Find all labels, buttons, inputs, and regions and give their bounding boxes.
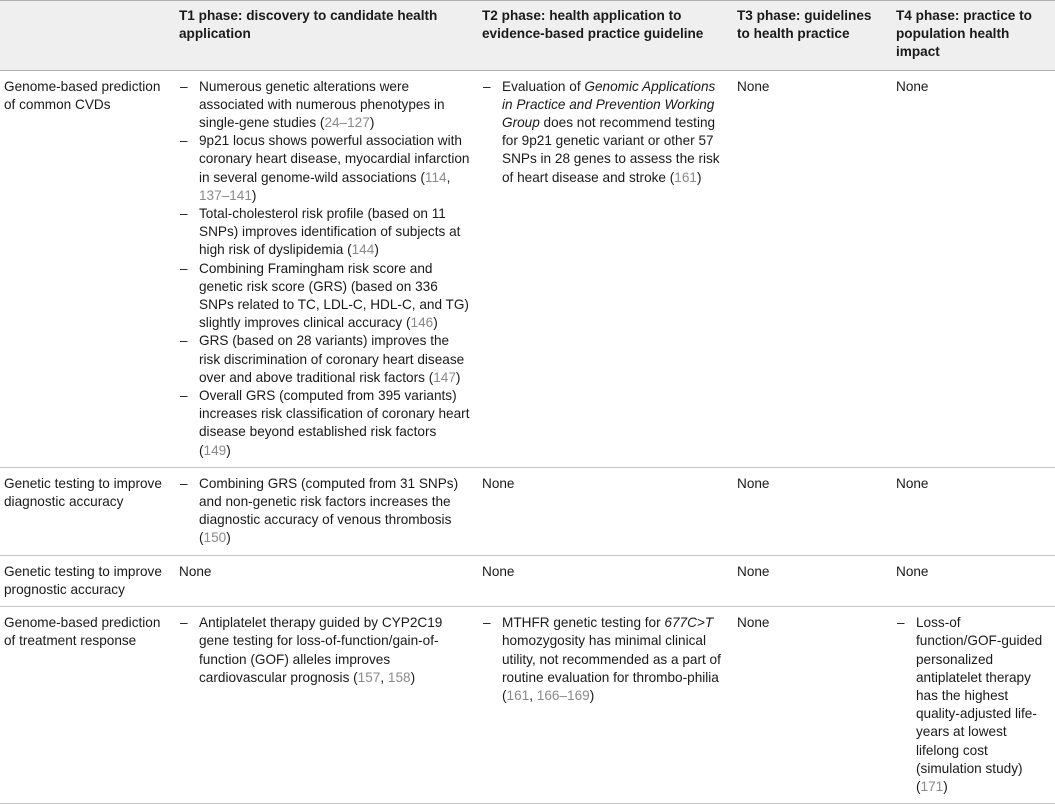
list-item bbox=[179, 260, 470, 333]
item-text: ) bbox=[943, 778, 948, 794]
item-text: Combining Framingham risk score and genetic risk score (GRS) (based on 336 SNPs related to TC, LDL-C, HDL-C, and TG) slightly improves clinical accuracy ( bbox=[199, 260, 469, 331]
header-cell-empty bbox=[0, 1, 175, 71]
item-text: , bbox=[380, 669, 388, 685]
italic-text: 677C>T bbox=[664, 615, 714, 631]
item-text: Combining GRS (computed from 31 SNPs) and non-genetic risk factors increases the diagnostic accuracy of venous thrombosis ( bbox=[199, 475, 459, 546]
item-text: , bbox=[446, 169, 451, 185]
cell-t1 bbox=[175, 467, 478, 555]
item-text: 9p21 locus shows powerful association with coronary heart disease, myocardial infarction in several genome-wild associations ( bbox=[199, 133, 470, 185]
table-row bbox=[0, 555, 1055, 606]
header-t4: T4 phase: practice to population health impact bbox=[896, 8, 1032, 60]
item-text: MTHFR genetic testing for bbox=[502, 615, 665, 631]
list-item bbox=[482, 78, 725, 187]
dash-marker: – bbox=[180, 615, 188, 631]
cell-t2: None bbox=[482, 475, 515, 491]
citation-link[interactable]: 171 bbox=[920, 778, 944, 794]
citation-link[interactable]: 157 bbox=[357, 669, 381, 685]
list-item bbox=[179, 78, 470, 133]
citation-link[interactable]: 137–141 bbox=[199, 187, 252, 203]
item-text: , bbox=[529, 687, 537, 703]
item-text: does not recommend testing for 9p21 genetic variant or other 57 SNPs in 28 genes to assess the risk of heart disease and stroke ( bbox=[502, 115, 720, 185]
dash-marker: – bbox=[180, 475, 188, 491]
header-t3: T3 phase: guidelines to health practice bbox=[737, 8, 872, 42]
cell-t3: None bbox=[737, 563, 770, 579]
header-t1: T1 phase: discovery to candidate health application bbox=[179, 8, 438, 42]
citation-link[interactable]: 24–127 bbox=[324, 115, 370, 131]
cell-t2 bbox=[478, 70, 733, 467]
cell-t4: None bbox=[896, 475, 929, 491]
dash-marker: – bbox=[483, 615, 491, 631]
item-text: Evaluation of bbox=[502, 78, 585, 94]
citation-link[interactable]: 150 bbox=[203, 530, 227, 546]
italic-text: Genomic Applications in Practice and Prevention Working Group bbox=[502, 78, 716, 131]
row-label: Genetic testing to improve diagnostic accuracy bbox=[4, 475, 162, 510]
cell-t2 bbox=[478, 607, 733, 804]
table-row bbox=[0, 70, 1055, 467]
item-text: ) bbox=[589, 687, 595, 703]
item-text: ) bbox=[226, 530, 231, 546]
item-text: homozygosity has minimal clinical utility, not recommended as a part of routine evaluation for thrombo-philia ( bbox=[502, 633, 721, 703]
citation-link[interactable]: 166–169 bbox=[536, 687, 590, 703]
bullet-list bbox=[482, 78, 725, 187]
citation-link[interactable]: 147 bbox=[433, 369, 456, 385]
list-item bbox=[482, 614, 725, 705]
item-text: ) bbox=[226, 442, 231, 458]
bullet-list bbox=[896, 614, 1047, 796]
item-text: GRS (based on 28 variants) improves the risk discrimination of coronary heart disease over and above traditional risk factors ( bbox=[199, 333, 465, 385]
bullet-list bbox=[179, 475, 470, 548]
bullet-list bbox=[482, 614, 725, 705]
table-row bbox=[0, 607, 1055, 804]
dash-marker: – bbox=[483, 78, 491, 94]
cell-t1 bbox=[175, 70, 478, 467]
item-text: ) bbox=[696, 169, 702, 185]
bullet-list bbox=[179, 78, 470, 460]
cell-t1 bbox=[175, 607, 478, 804]
cell-t3: None bbox=[737, 475, 770, 491]
cell-t4: None bbox=[896, 78, 929, 94]
row-label: Genome-based prediction of treatment response bbox=[4, 615, 161, 649]
item-text: Antiplatelet therapy guided by CYP2C19 gene testing for loss-of-function/gain-of-function (GOF) alleles improves cardiovascular prognosis ( bbox=[199, 615, 443, 685]
cell-t3: None bbox=[737, 615, 770, 631]
cell-t4 bbox=[892, 607, 1055, 804]
dash-marker: – bbox=[180, 260, 188, 276]
cell-t2: None bbox=[482, 563, 515, 579]
citation-link[interactable]: 161 bbox=[506, 687, 530, 703]
item-text: ) bbox=[410, 669, 416, 685]
list-item bbox=[179, 332, 470, 387]
dash-marker: – bbox=[180, 388, 188, 404]
dash-marker: – bbox=[180, 206, 188, 222]
cell-t3: None bbox=[737, 78, 770, 94]
item-text: ) bbox=[374, 242, 379, 258]
row-label: Genetic testing to improve prognostic accuracy bbox=[4, 563, 162, 597]
bullet-list bbox=[179, 614, 470, 687]
header-row bbox=[0, 1, 1055, 71]
item-text: Numerous genetic alterations were associated with numerous phenotypes in single-gene studies ( bbox=[199, 78, 445, 131]
list-item bbox=[896, 614, 1047, 796]
cell-t4: None bbox=[896, 563, 929, 579]
list-item bbox=[179, 387, 470, 460]
item-text: Loss-of function/GOF-guided personalized antiplatelet therapy has the highest quality-adjusted life-years at lowest lifelong cost (simulation study) ( bbox=[916, 615, 1043, 794]
citation-link[interactable]: 161 bbox=[674, 169, 697, 185]
dash-marker: – bbox=[180, 133, 188, 149]
item-text: ) bbox=[251, 187, 257, 203]
item-text: ) bbox=[433, 315, 438, 331]
list-item bbox=[179, 205, 470, 260]
citation-link[interactable]: 158 bbox=[387, 669, 411, 685]
citation-link[interactable]: 114 bbox=[424, 169, 447, 185]
item-text: Total-cholesterol risk profile (based on 11 SNPs) improves identification of subjects at high risk of dyslipidemia ( bbox=[199, 206, 461, 258]
row-label: Genome-based prediction of common CVDs bbox=[4, 78, 161, 112]
dash-marker: – bbox=[180, 78, 188, 94]
citation-link[interactable]: 144 bbox=[351, 242, 375, 258]
citation-link[interactable]: 149 bbox=[203, 442, 227, 458]
list-item bbox=[179, 132, 470, 205]
item-text: ) bbox=[455, 369, 461, 385]
item-text: Overall GRS (computed from 395 variants) increases risk classification of coronary heart disease beyond established risk factors ( bbox=[199, 388, 470, 458]
cell-t1: None bbox=[179, 563, 212, 579]
list-item bbox=[179, 614, 470, 687]
dash-marker: – bbox=[180, 333, 188, 349]
table-row bbox=[0, 467, 1055, 555]
citation-link[interactable]: 146 bbox=[410, 315, 434, 331]
item-text: ) bbox=[369, 115, 375, 131]
header-t2: T2 phase: health application to evidence-based practice guideline bbox=[482, 8, 704, 42]
dash-marker: – bbox=[897, 615, 905, 631]
list-item bbox=[179, 475, 470, 548]
